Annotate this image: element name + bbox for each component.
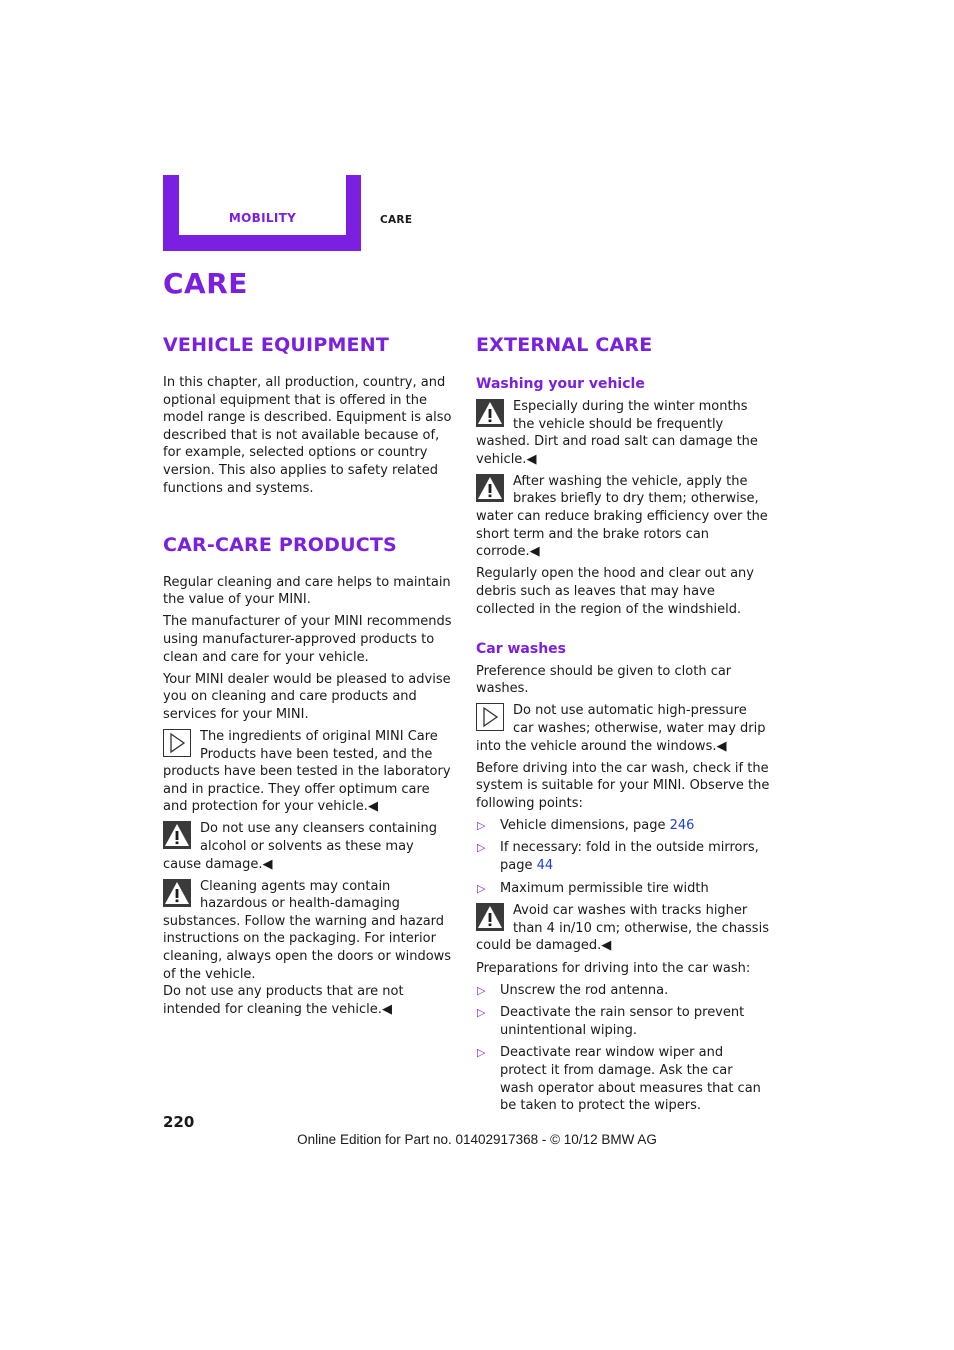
section-heading-external-care: EXTERNAL CARE [476,334,653,356]
warning-triangle-icon [476,474,504,502]
section-heading-vehicle-equipment: VEHICLE EQUIPMENT [163,334,390,356]
info-note-high-pressure [476,702,770,755]
list-item [476,817,770,835]
warning-triangle-icon [163,821,191,849]
right-column [476,330,770,1120]
bullet-triangle-icon: ▷ [477,881,486,895]
info-note-text: The ingredients of original MINI Care Products have been tested, and the products have been tested in the laboratory and in practice. They offer optimum care and protection for your vehicle. [163,728,451,815]
warning-note-text: Cleaning agents may contain hazardous or health-damaging substances. Follow the warning and hazard instructions on the packaging. For interior cleaning, always open the doors or windows of the vehicle. [163,878,452,982]
info-arrow-icon [476,703,504,731]
warning-note-tracks [476,902,770,955]
end-of-section-mark-icon: ◀ [601,938,612,954]
list-item-text: Vehicle dimensions, page [500,817,670,833]
bullet-triangle-icon: ▷ [477,983,486,997]
washing-paragraph-hood: Regularly open the hood and clear out any debris such as leaves that may have collected in the region of the windshield. [476,566,754,617]
list-item-text: Deactivate rear window wiper and protect it from damage. Ask the car wash operator about measures that can be taken to protect the wipers. [500,1045,761,1114]
info-note-text: Do not use automatic high-pressure car washes; otherwise, water may drip into the vehicle around the windows. [476,703,766,754]
car-care-paragraph-3: Your MINI dealer would be pleased to advise you on cleaning and care products and services for your MINI. [163,671,451,722]
list-item [476,1044,770,1114]
section-heading-car-care-products: CAR-CARE PRODUCTS [163,533,397,556]
vehicle-equipment-body: In this chapter, all production, country, and optional equipment that is offered in the model range is described. Equipment is also described that is not available because of, for example, selected options or country version. This also applies to safety related functions and systems. [163,375,452,496]
list-item-text: If necessary: fold in the outside mirrors, page [500,840,759,874]
chapter-tab-label: MOBILITY [228,211,297,225]
end-of-section-mark-icon: ◀ [716,738,727,754]
end-of-section-mark-icon: ◀ [526,451,537,467]
warning-note-dry-brakes [476,473,770,561]
edition-footer: Online Edition for Part no. 01402917368 - © 10/12 BMW AG [297,1132,657,1147]
warning-triangle-icon [476,903,504,931]
bullet-triangle-icon: ▷ [477,841,486,855]
bullet-triangle-icon: ▷ [477,818,486,832]
warning-note-cleansers [163,820,455,873]
bullet-triangle-icon: ▷ [477,1006,486,1020]
page-number: 220 [163,1113,195,1131]
warning-note-text: Especially during the winter months the vehicle should be frequently washed. Dirt and road salt can damage the vehicle. [476,399,758,467]
end-of-section-mark-icon: ◀ [262,856,273,872]
car-care-paragraph-1: Regular cleaning and care helps to maintain the value of your MINI. [163,574,451,608]
warning-triangle-icon [163,879,191,907]
warning-note-text: Do not use any cleansers containing alcohol or solvents as these may cause damage. [163,821,438,872]
check-points-list [476,817,770,897]
car-care-paragraph-2: The manufacturer of your MINI recommends using manufacturer-approved products to clean and care for your vehicle. [163,614,452,665]
list-item [476,1004,770,1039]
left-column [163,330,455,1023]
chapter-tab [163,175,361,251]
info-note-mini-care-products [163,728,455,816]
car-washes-paragraph-1: Preference should be given to cloth car washes. [476,663,732,697]
car-washes-paragraph-2: Before driving into the car wash, check if the system is suitable for your MINI. Observe the following points: [476,760,770,811]
page-title: CARE [163,267,248,300]
info-arrow-icon [163,729,191,757]
list-item [476,982,770,1000]
warning-note-text-continued: Do not use any products that are not intended for cleaning the vehicle. [163,984,404,1017]
bullet-triangle-icon: ▷ [477,1046,486,1060]
end-of-section-mark-icon: ◀ [367,799,378,815]
list-item-text: Maximum permissible tire width [500,880,709,896]
warning-triangle-icon [476,399,504,427]
warning-note-hazardous-agents [163,878,455,1019]
warning-note-winter-wash [476,398,770,468]
page-link-246[interactable]: 246 [669,817,695,833]
car-washes-paragraph-3: Preparations for driving into the car wash: [476,960,751,976]
subheading-washing-your-vehicle: Washing your vehicle [476,376,645,392]
list-item-text: Unscrew the rod antenna. [500,982,669,998]
list-item [476,839,770,874]
breadcrumb: CARE [380,214,413,226]
warning-note-text: Avoid car washes with tracks higher than 4 in/10 cm; otherwise, the chassis could be damaged. [476,903,769,954]
list-item-text: Deactivate the rain sensor to prevent unintentional wiping. [500,1005,745,1038]
end-of-section-mark-icon: ◀ [529,544,540,560]
subheading-car-washes: Car washes [476,640,567,657]
page-link-44[interactable]: 44 [536,858,554,874]
preparation-list [476,982,770,1115]
list-item [476,880,770,898]
end-of-section-mark-icon: ◀ [381,1001,392,1017]
warning-note-text: After washing the vehicle, apply the brakes briefly to dry them; otherwise, water can reduce braking efficiency over the short term and the brake rotors can corrode. [476,473,768,560]
chapter-tab-inner [179,175,346,235]
